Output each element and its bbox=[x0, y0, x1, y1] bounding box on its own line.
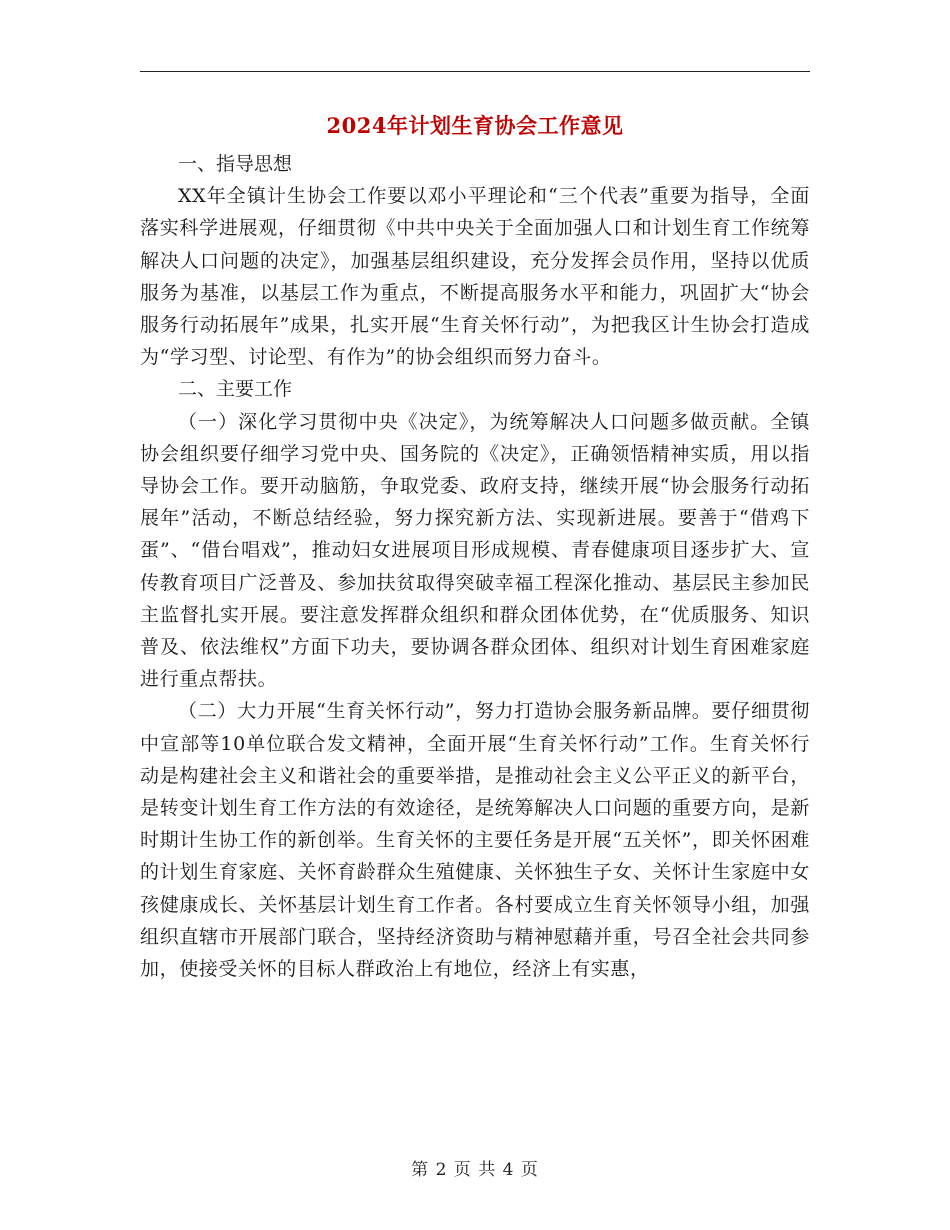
section-heading-main-work: 二、主要工作 bbox=[178, 378, 293, 401]
header-rule bbox=[140, 71, 810, 72]
page-number-footer: 第 2 页 共 4 页 bbox=[411, 1160, 539, 1180]
paragraph-guiding-ideology: XX年全镇计生协会工作要以邓小平理论和“三个代表”重要为指导，全面落实科学进展观，仔细贯彻《中共中央关于全面加强人口和计划生育工作统筹解决人口问题的决定》，加强基层组织建设，充分发挥会员作用，坚持以优质服务为基准，以基层工作为重点，不断提高服务水平和能力，巩固扩大“协会服务行动拓展年”成果，扎实开展“生育关怀行动”，为把我区计生协会打造成为“学习型、讨论型、有作为”的协会组织而努力奋斗。 bbox=[140, 185, 810, 369]
document-title: 2024年计划生育协会工作意见 bbox=[326, 113, 624, 138]
section-heading-guiding-ideology: 一、指导思想 bbox=[178, 153, 293, 175]
document-body bbox=[140, 148, 810, 985]
paragraph-work-item-1: （一）深化学习贯彻中央《决定》，为统筹解决人口问题多做贡献。全镇协会组织要仔细学习党中央、国务院的《决定》，正确领悟精神实质，用以指导协会工作。要开动脑筋，争取党委、政府支持，继续开展“协会服务行动拓展年”活动，不断总结经验，努力探究新方法、实现新进展。要善于“借鸡下蛋”、“借台唱戏”，推动妇女进展项目形成规模、青春健康项目逐步扩大、宣传教育项目广泛普及、参加扶贫取得突破幸福工程深化推动、基层民主参加民主监督扎实开展。要注意发挥群众组织和群众团体优势，在“优质服务、知识普及、依法维权”方面下功夫，要协调各群众团体、组织对计划生育困难家庭进行重点帮扶。 bbox=[140, 410, 810, 691]
paragraph-work-item-2: （二）大力开展“生育关怀行动”，努力打造协会服务新品牌。要仔细贯彻中宣部等10单位联合发文精神，全面开展“生育关怀行动”工作。生育关怀行动是构建社会主义和谐社会的重要举措，是推动社会主义公平正义的新平台，是转变计划生育工作方法的有效途径，是统筹解决人口问题的重要方向，是新时期计生协工作的新创举。生育关怀的主要任务是开展“五关怀”，即关怀困难的计划生育家庭、关怀育龄群众生殖健康、关怀独生子女、关怀计生家庭中女孩健康成长、关怀基层计划生育工作者。各村要成立生育关怀领导小组，加强组织直辖市开展部门联合，坚持经济资助与精神慰藉并重，号召全社会共同参加，使接受关怀的目标人群政治上有地位，经济上有实惠， bbox=[140, 700, 810, 981]
